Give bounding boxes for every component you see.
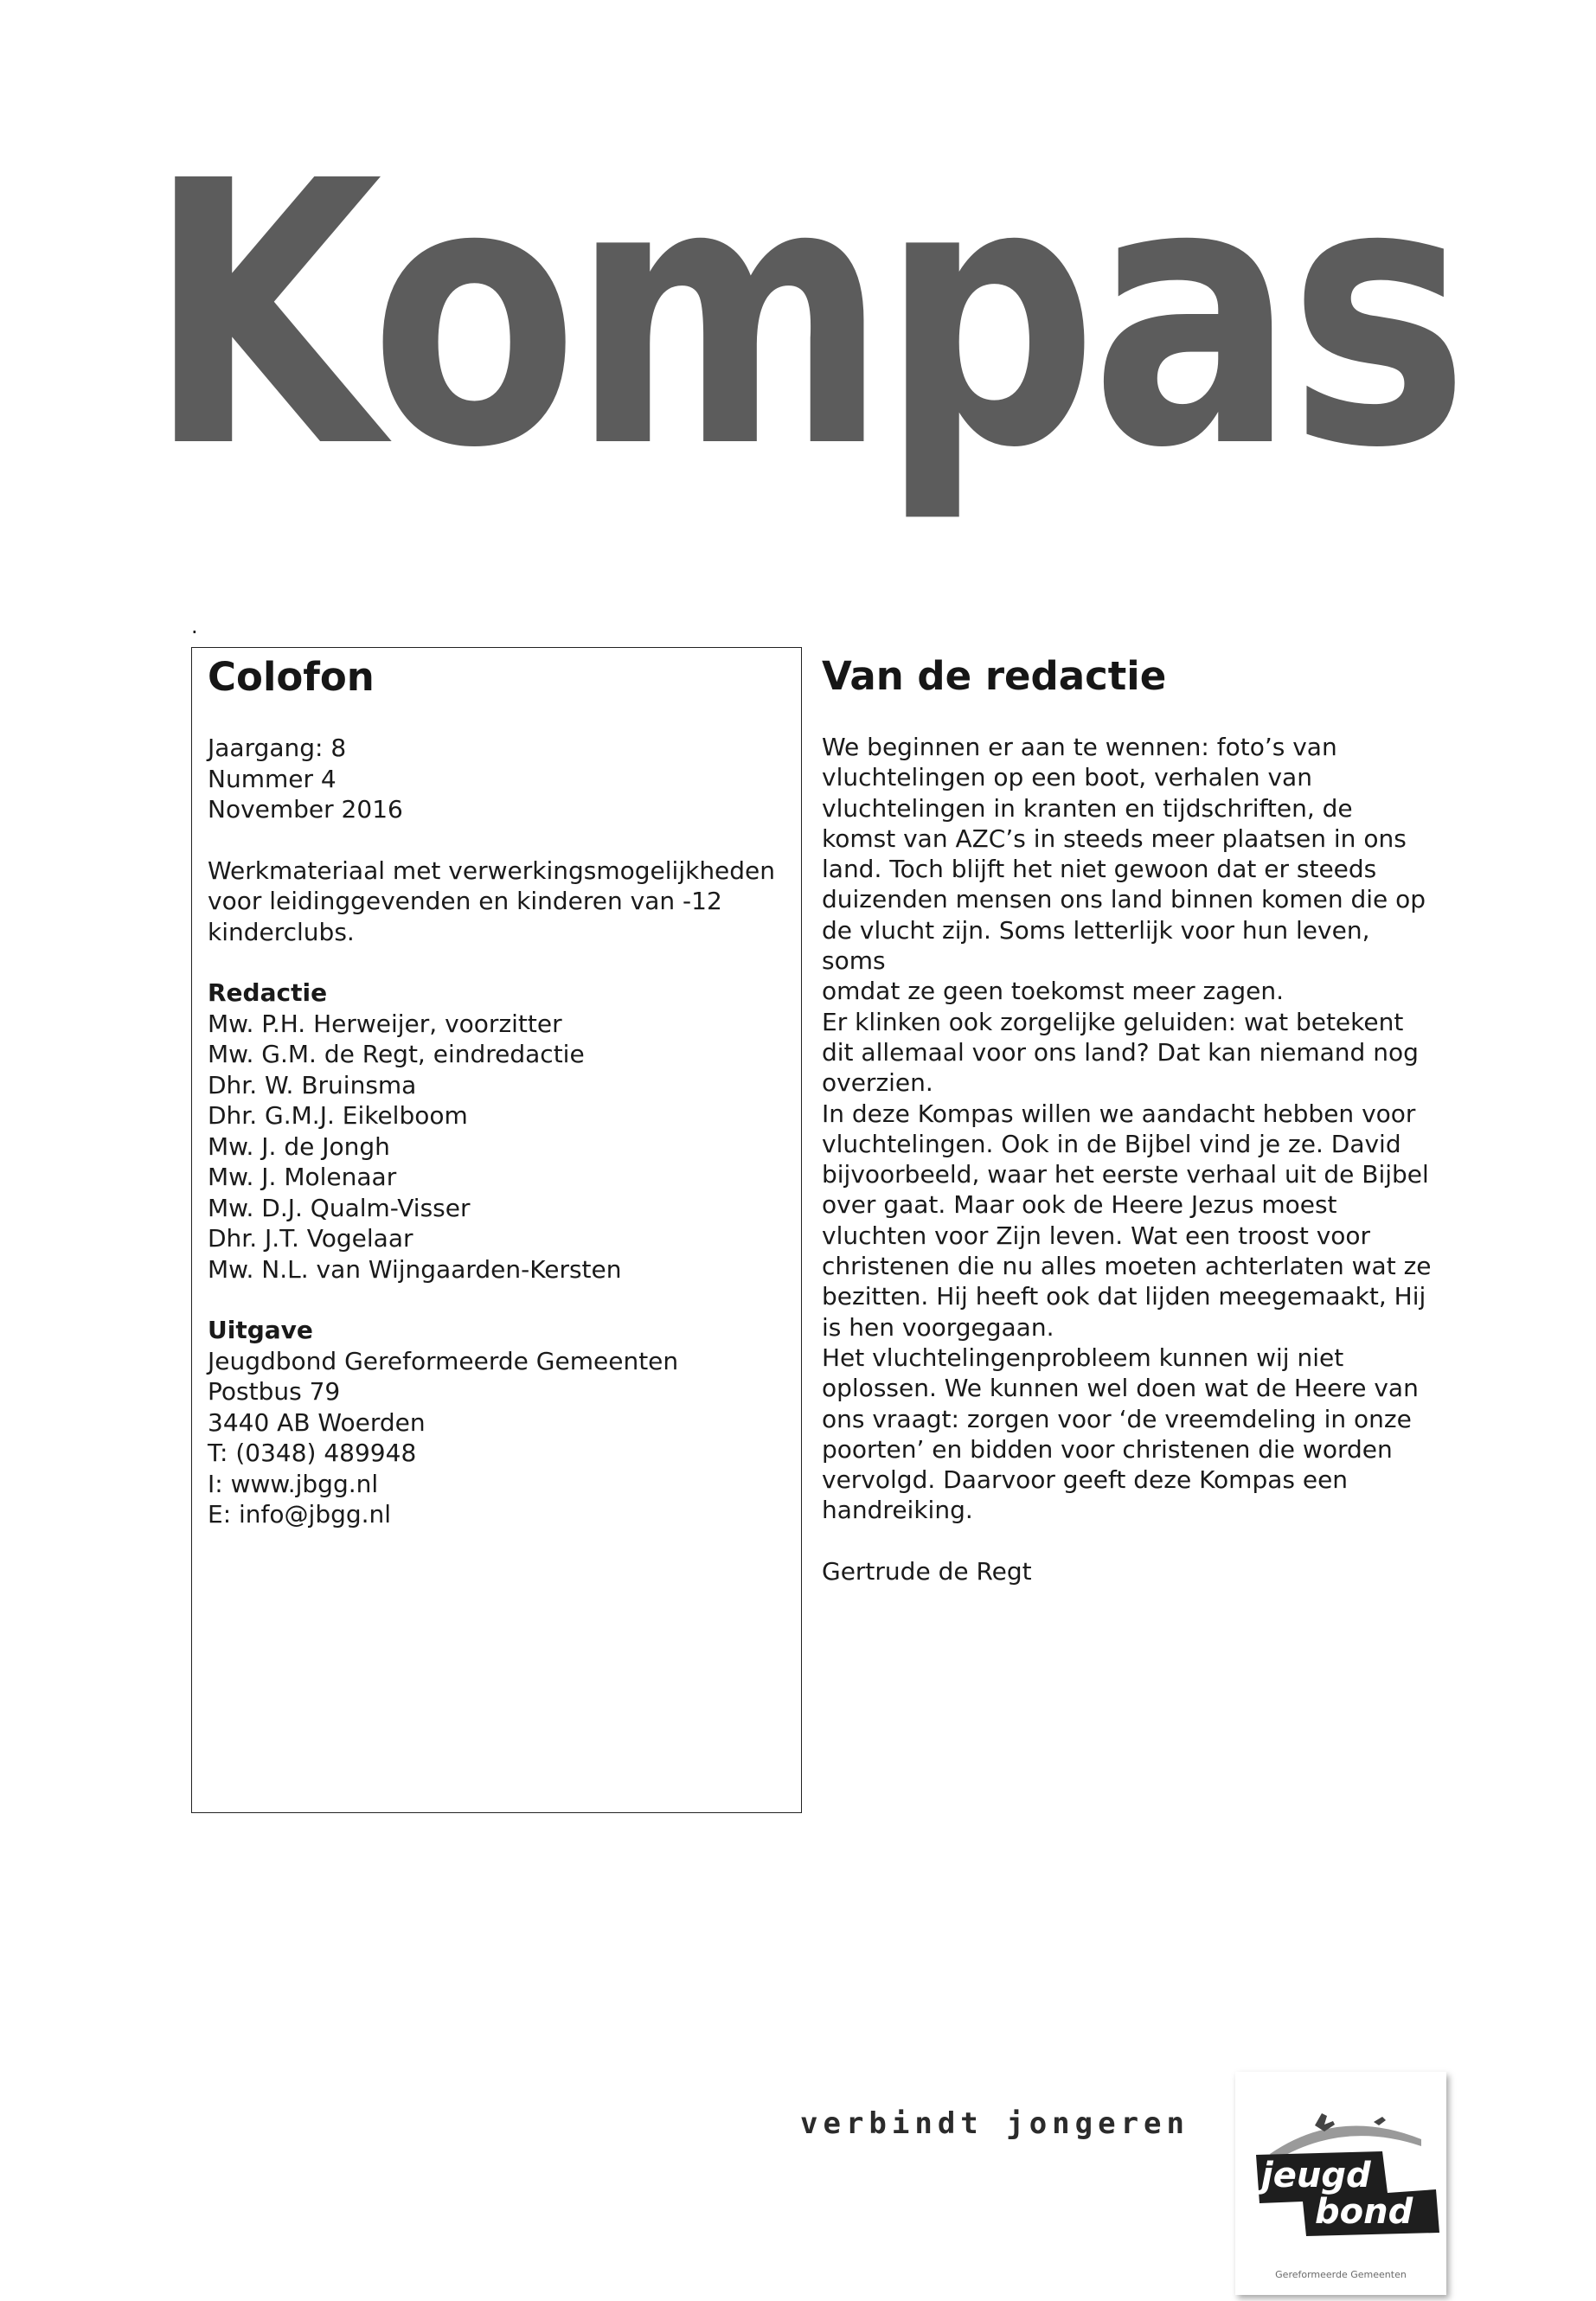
signature: Gertrude de Regt (822, 1556, 1032, 1586)
article-line: Het vluchtelingenprobleem kunnen wij niet (822, 1343, 1344, 1372)
article-line: vluchtelingen. Ook in de Bijbel vind je ze. David (822, 1129, 1401, 1158)
issue-volume: Jaargang: 8 (208, 734, 347, 762)
van-de-redactie-section (822, 647, 1436, 1586)
article-line: vervolgd. Daarvoor geeft deze Kompas een (822, 1465, 1349, 1495)
kompas-logo-graphic (147, 105, 1471, 528)
article-line: In deze Kompas willen we aandacht hebben voor (822, 1099, 1416, 1128)
issue-date: November 2016 (208, 795, 403, 824)
colofon-body (208, 733, 801, 1530)
redactie-member: Dhr. W. Bruinsma (208, 1070, 417, 1099)
redactie-title: Van de redactie (822, 653, 1167, 699)
article-line: komst van AZC’s in steeds meer plaatsen in ons (822, 824, 1407, 853)
article-line: ons vraagt: zorgen voor ‘de vreemdeling in onze (822, 1404, 1412, 1433)
article-line: is hen voorgegaan. (822, 1312, 1054, 1342)
article-line: oplossen. We kunnen wel doen wat de Heere van (822, 1374, 1419, 1403)
article-line: handreiking. (822, 1496, 973, 1525)
article-line: vluchten voor Zijn leven. Wat een troost voor (822, 1221, 1371, 1250)
article-line: over gaat. Maar ook de Heere Jezus moest (822, 1190, 1337, 1220)
article-line: poorten’ en bidden voor christenen die worden (822, 1434, 1393, 1464)
description-line: voor leidinggevenden en kinderen van -12 (208, 887, 722, 915)
logo-text: Kompas (147, 105, 1462, 528)
redactie-member: Mw. G.M. de Regt, eindredactie (208, 1040, 585, 1068)
jeugdbond-logo (1235, 2072, 1446, 2295)
article-line: vluchtelingen op een boot, verhalen van (822, 763, 1312, 792)
redactie-member: Mw. D.J. Qualm-Visser (208, 1193, 471, 1222)
redactie-member: Dhr. G.M.J. Eikelboom (208, 1101, 468, 1130)
stray-mark: . (191, 614, 198, 638)
publisher-website: I: www.jbgg.nl (208, 1469, 379, 1498)
redactie-member: Mw. J. de Jongh (208, 1131, 390, 1161)
article-line: We beginnen er aan te wennen: foto’s van (822, 733, 1337, 761)
colofon-title: Colofon (208, 654, 375, 700)
article-line: dit allemaal voor ons land? Dat kan niemand nog (822, 1037, 1419, 1067)
uitgave-heading: Uitgave (208, 1316, 313, 1344)
article-line: overzien. (822, 1068, 933, 1098)
badge-subtitle: Gereformeerde Gemeenten (1275, 2269, 1407, 2280)
article-line: land. Toch blijft het niet gewoon dat er steeds (822, 855, 1377, 884)
redactie-member: Mw. J. Molenaar (208, 1163, 397, 1191)
redactie-member: Mw. P.H. Herweijer, voorzitter (208, 1009, 562, 1038)
article-line: Er klinken ook zorgelijke geluiden: wat betekent (822, 1007, 1404, 1036)
article-line: omdat ze geen toekomst meer zagen. (822, 977, 1284, 1006)
redactie-member: Mw. N.L. van Wijngaarden-Kersten (208, 1254, 622, 1284)
tagline: verbindt jongeren (800, 2106, 1189, 2141)
article-line: bezitten. Hij heeft ook dat lijden meegemaakt, Hij (822, 1282, 1426, 1311)
publisher-postbox: Postbus 79 (208, 1377, 341, 1406)
description-line: kinderclubs. (208, 917, 355, 946)
redactie-member: Dhr. J.T. Vogelaar (208, 1224, 413, 1253)
redactie-heading: Redactie (208, 978, 328, 1007)
redactie-article (822, 732, 1436, 1586)
issue-number: Nummer 4 (208, 764, 337, 793)
publisher-name: Jeugdbond Gereformeerde Gemeenten (208, 1346, 679, 1375)
publisher-phone: T: (0348) 489948 (208, 1439, 417, 1467)
article-line: christenen die nu alles moeten achterlaten wat ze (822, 1252, 1432, 1281)
article-line: bijvoorbeeld, waar het eerste verhaal uit de Bijbel (822, 1160, 1429, 1189)
publisher-email: E: info@jbgg.nl (208, 1500, 392, 1529)
publisher-city: 3440 AB Woerden (208, 1407, 426, 1437)
kompas-logo (147, 105, 1471, 528)
badge-word-bond: bond (1315, 2192, 1413, 2232)
article-line: de vlucht zijn. Soms letterlijk voor hun leven, soms (822, 915, 1370, 976)
badge-word-jeugd: jeugd (1261, 2156, 1371, 2195)
article-line: vluchtelingen in kranten en tijdschriften, de (822, 793, 1353, 823)
article-line: duizenden mensen ons land binnen komen die op (822, 885, 1426, 914)
description-line: Werkmateriaal met verwerkingsmogelijkheden (208, 856, 776, 885)
colofon-box (191, 647, 802, 1813)
